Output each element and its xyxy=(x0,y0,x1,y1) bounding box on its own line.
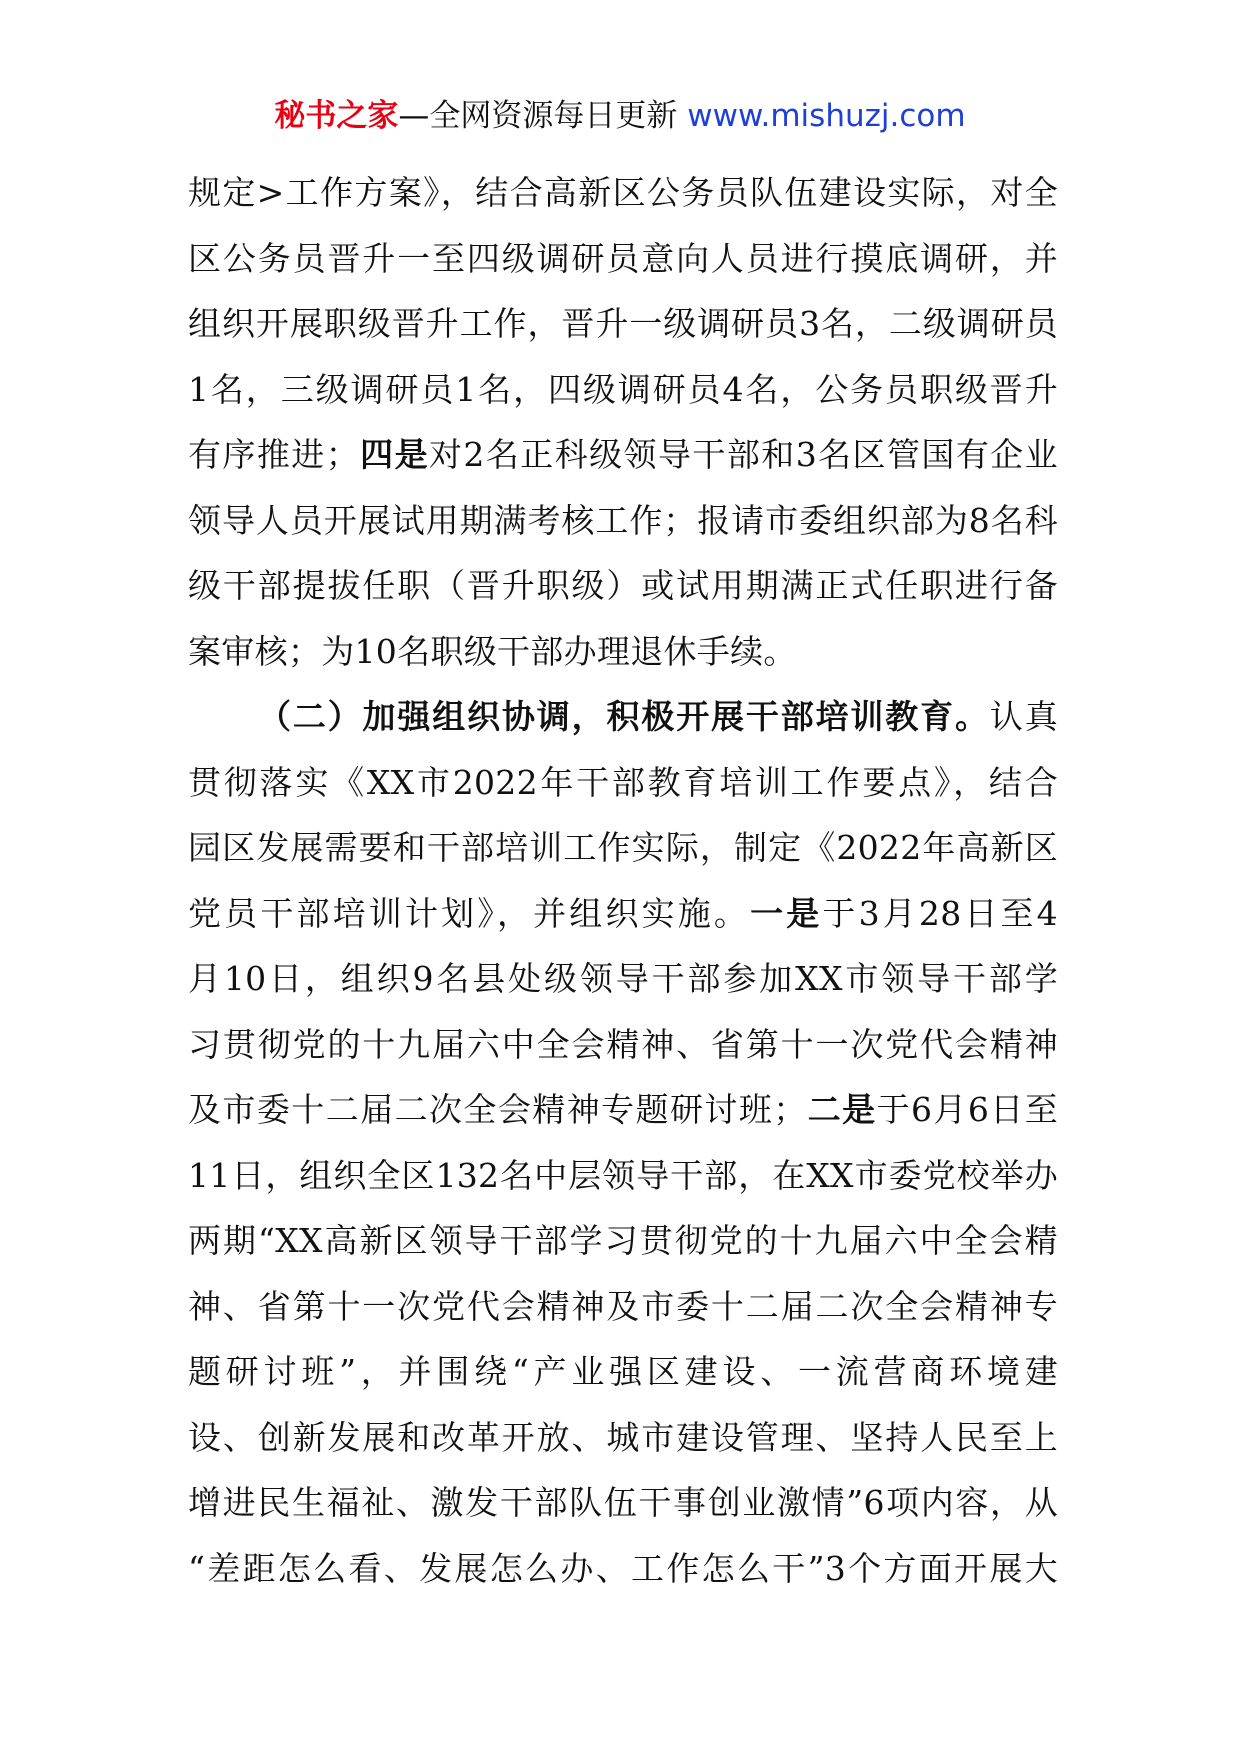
brand-name: 秘书之家 xyxy=(274,98,399,134)
text-line xyxy=(188,881,1058,947)
text-line: 领导人员开展试用期满考核工作；报请市委组织部为8名科 xyxy=(188,500,1058,540)
text-line xyxy=(188,684,1058,750)
text-run: 及市委十二届二次全会精神专题研讨班； xyxy=(188,1090,807,1129)
text-line: 神、省第十一次党代会精神及市委十二届二次全会精神专 xyxy=(188,1286,1058,1326)
text-run: 认真 xyxy=(989,697,1058,736)
bold-run: 四是 xyxy=(359,435,429,474)
text-line: 两期“XX高新区领导干部学习贯彻党的十九届六中全会精 xyxy=(188,1221,1058,1260)
text-line xyxy=(188,422,1058,488)
text-line: 级干部提拔任职（晋升职级）或试用期满正式任职进行备 xyxy=(188,566,1058,605)
text-run: 于3月28日至4 xyxy=(822,893,1058,933)
document-body xyxy=(188,160,1058,1601)
text-line: “差距怎么看、发展怎么办、工作怎么干”3个方面开展大 xyxy=(188,1548,1058,1588)
text-line: 习贯彻党的十九届六中全会精神、省第十一次党代会精神 xyxy=(188,1024,1058,1064)
site-header xyxy=(0,96,1240,136)
bold-run: 一是 xyxy=(750,893,823,933)
text-line: 题研讨班”，并围绕“产业强区建设、一流营商环境建 xyxy=(188,1352,1058,1391)
text-run: 有序推进； xyxy=(188,435,360,474)
text-run: 对2名正科级领导干部和3名区管国有企业 xyxy=(429,435,1058,474)
paragraph-1 xyxy=(188,160,1058,684)
text-line: 规定>工作方案》，结合高新区公务员队伍建设实际，对全 xyxy=(188,173,1058,212)
text-line: 设、创新发展和改革开放、城市建设管理、坚持人民至上 xyxy=(188,1417,1058,1457)
header-slogan: —全网资源每日更新 xyxy=(398,98,688,134)
section-heading: （二）加强组织协调，积极开展干部培训教育。 xyxy=(258,697,990,736)
text-run: 党员干部培训计划》，并组织实施。 xyxy=(188,893,751,933)
paragraph-2 xyxy=(188,684,1058,1601)
text-line: 组织开展职级晋升工作，晋升一级调研员3名，二级调研员 xyxy=(188,304,1058,343)
text-line: 月10日，组织9名县处级领导干部参加XX市领导干部学 xyxy=(188,959,1058,998)
text-run: 于6月6日至 xyxy=(876,1090,1058,1129)
text-line: 11日，组织全区132名中层领导干部，在XX市委党校举办 xyxy=(188,1155,1058,1195)
site-url-link[interactable]: www.mishuzj.com xyxy=(687,98,966,134)
text-line: 案审核；为10名职级干部办理退休手续。 xyxy=(188,631,797,671)
text-line: 贯彻落实《XX市2022年干部教育培训工作要点》，结合 xyxy=(188,762,1058,802)
text-line xyxy=(188,1077,1058,1143)
bold-run: 二是 xyxy=(806,1090,877,1129)
text-line: 1名，三级调研员1名，四级调研员4名，公务员职级晋升 xyxy=(188,369,1058,409)
text-line: 园区发展需要和干部培训工作实际，制定《2022年高新区 xyxy=(188,828,1058,867)
text-line: 增进民生福祉、激发干部队伍干事创业激情”6项内容，从 xyxy=(188,1483,1058,1522)
text-line: 区公务员晋升一至四级调研员意向人员进行摸底调研，并 xyxy=(188,238,1058,278)
